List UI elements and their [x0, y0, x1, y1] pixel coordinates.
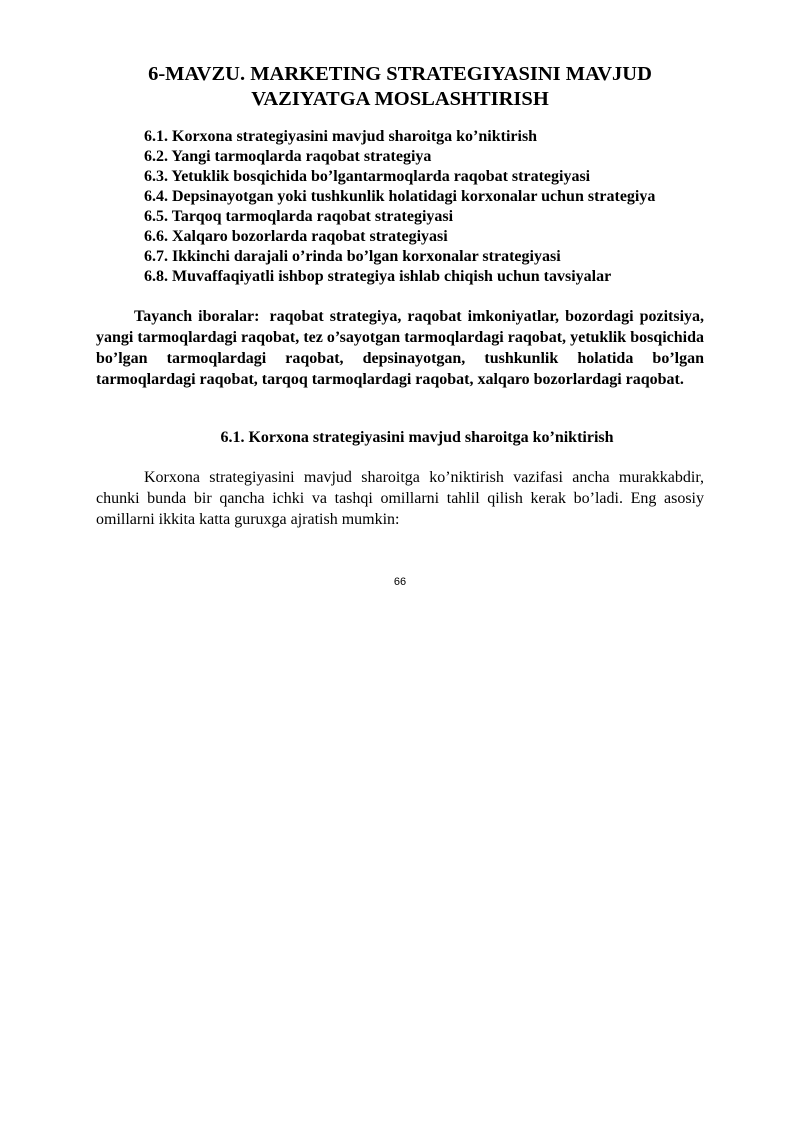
chapter-title-line-1: 6-MAVZU. MARKETING STRATEGIYASINI MAVJUD	[148, 63, 652, 85]
page-number: 66	[393, 576, 407, 588]
toc-item: 6.8. Muvaffaqiyatli ishbop strategiya ishlab chiqish uchun tavsiyalar	[144, 268, 612, 285]
toc-item: 6.6. Xalqaro bozorlarda raqobat strategiyasi	[144, 228, 448, 245]
toc-item: 6.3. Yetuklik bosqichida bo’lgantarmoqlarda raqobat strategiyasi	[144, 168, 591, 185]
body-paragraph: Korxona strategiyasini mavjud sharoitga ko’niktirish vazifasi ancha murakkabdir, chunki bunda bir qancha ichki va tashqi omillarni tahlil qilish kerak bo’ladi. Eng asosiy omillarni ikkita katta guruxga ajratish mumkin:	[96, 469, 704, 528]
table-of-contents	[144, 127, 744, 287]
toc-item: 6.5. Tarqoq tarmoqlarda raqobat strategiyasi	[144, 208, 454, 225]
keywords-text: raqobat strategiya, raqobat imkoniyatlar, bozordagi pozitsiya, yangi tarmoqlardagi raqobat, tez o’sayotgan tarmoqlardagi raqobat, yetuklik bosqichida bo’lgan tarmoqlardagi raqobat, depsinayotgan, tushkunlik holatida bo’lgan tarmoqlardagi raqobat, tarqoq tarmoqlardagi raqobat, xalqaro bozorlardagi raqobat.	[96, 308, 705, 388]
keywords-paragraph	[96, 306, 704, 390]
section-heading: 6.1. Korxona strategiyasini mavjud sharoitga ko’niktirish	[220, 429, 614, 446]
toc-item: 6.2. Yangi tarmoqlarda raqobat strategiya	[144, 148, 432, 165]
chapter-title	[96, 62, 704, 112]
toc-item: 6.4. Depsinayotgan yoki tushkunlik holatidagi korxonalar uchun strategiya	[144, 188, 656, 205]
keywords-label: Tayanch iboralar:	[134, 308, 260, 325]
toc-item: 6.1. Korxona strategiyasini mavjud sharoitga ko’niktirish	[144, 128, 538, 145]
toc-item: 6.7. Ikkinchi darajali o’rinda bo’lgan korxonalar strategiyasi	[144, 248, 561, 265]
chapter-title-line-2: VAZIYATGA MOSLASHTIRISH	[251, 88, 549, 110]
